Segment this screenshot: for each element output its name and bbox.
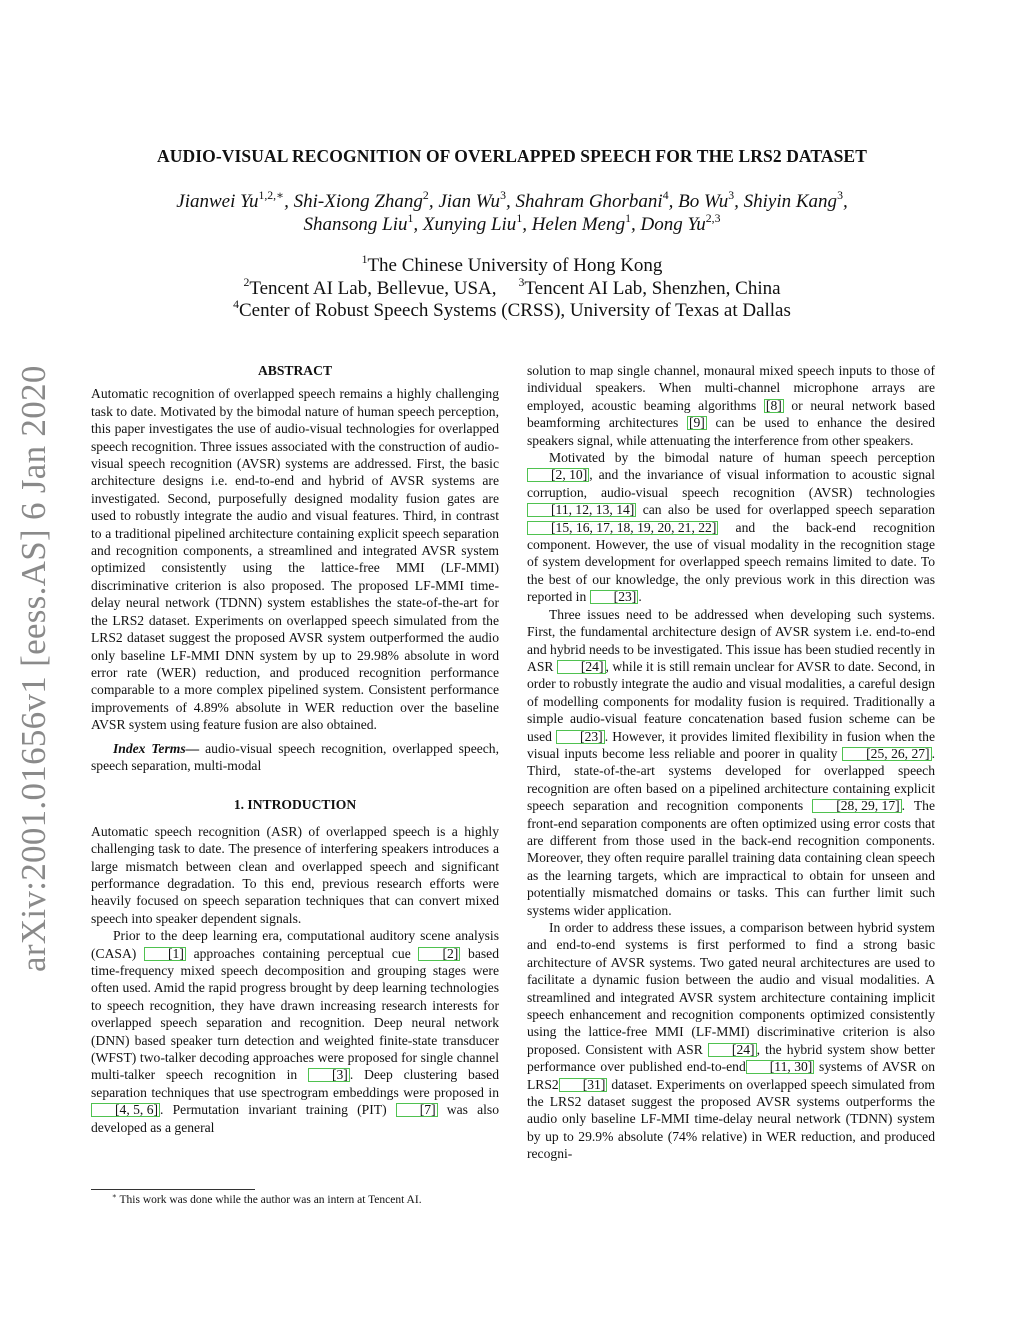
abstract-text: Automatic recognition of overlapped speech remains a highly challenging task to date. Motivated by the bimodal nature of human speech perception, this paper investigates the use of audio-visual technologies for overlapped speech recognition. Three issues associated with the construction of audio-visual speech recognition (AVSR) systems are addressed. First, the basic architecture designs i.e. end-to-end and hybrid of AVSR systems are investigated. Second, purposefully designed modality fusion gates are used to robustly integrate the audio and visual features. Third, in contrast to a traditional pipelined architecture containing explicit speech separation and recognition components, a streamlined and integrated AVSR system optimized consistently using the lattice-free MMI (LF-MMI) discriminative criterion is also proposed. The proposed LF-MMI time-delay neural network (TDNN) system establishes the state-of-the-art for the LRS2 dataset. Experiments on overlapped speech simulated from the LRS2 dataset suggest the proposed AVSR system outperformed the audio only baseline LF-MMI DNN system by up to 29.98% absolute in word error rate (WER) reduction, and produced recognition performance comparable to a more complex pipelined system. Consistent performance improvements of 4.89% absolute in WER reduction over the baseline AVSR system using feature fusion are also obtained. bbox=[91, 386, 499, 733]
affiliation-1: $^1$The Chinese University of Hong Kong bbox=[361, 252, 663, 276]
author-affil-sup: 4 bbox=[662, 188, 669, 202]
author-name: Dong Yu bbox=[640, 214, 706, 235]
right-paragraph-1: solution to map single channel, monaural mixed speech inputs to those of individual speakers. When multi-channel microphone arrays are employed, acoustic beaming algorithms [8] or neural network based beamforming architectures [9] can be used to enhance the desired speakers signal, while attenuating the interference from other speakers. bbox=[527, 363, 935, 448]
author-affil-sup: 2 bbox=[422, 188, 429, 202]
citation-link[interactable]: [2] bbox=[418, 947, 460, 961]
author-affil-sup: 1 bbox=[625, 211, 631, 225]
right-paragraph-3: Three issues need to be addressed when developing such systems. First, the fundamental architecture design of AVSR system i.e. end-to-end and hybrid needs to be investigated. This issue has been studied recently in ASR [24] , while it is still remain unclear for AVSR to date. Second, in order to robustly integrate the audio and visual modalities, a careful design of modelling components for modality fusion is required. Traditionally a simple audio-visual feature concatenation based fusion scheme can be used [23] . However, it provides limited flexibility in fusion when the visual inputs become less reliable and poorer in quality [25, 26, 27] . Third, state-of-the-art systems developed for overlapped speech recognition are often based on a pipelined architecture containing explicit speech separation and recognition components [28, 29, 17] . The front-end separation components are often optimized using error costs that are different from those used in the back-end recognition components. Moreover, they often require parallel training data containing clean speech as the learning targets, which are impractical to obtain for unseen and potentially mismatched domains or tasks. This can further limit such systems wider application. bbox=[527, 606, 935, 918]
intro-paragraph-2: Prior to the deep learning era, computational auditory scene analysis (CASA) [1] approaches containing perceptual cue [2] based time-frequency mixed speech decomposition and grouping stages were often used. Amid the rapid progress brought by deep learning technologies to speech recognition, they have drawn increasing research interests for overlapped speech separation and recognition. Deep neural network (DNN) based speaker turn detection and weighted finite-state transducer (WFST) two-talker decoding approaches were proposed for single channel multi-talker speech recognition in [3] . Deep clustering based separation techniques that use spectrogram embeddings were proposed in [4, 5, 6] . Permutation invariant training (PIT) [7] was also developed as a general bbox=[91, 928, 499, 1135]
affiliation-list bbox=[0, 252, 1024, 323]
affiliation-2-3: $^2$Tencent AI Lab, Bellevue, USA, $^3$Tencent AI Lab, Shenzhen, China bbox=[243, 275, 781, 299]
intro-paragraph-1: Automatic speech recognition (ASR) of overlapped speech is a highly challenging task to date. The presence of interfering speakers introduces a large mismatch between clean and overlapped speech and significant performance degradation. To this end, previous research efforts were heavily focused on speech separation techniques that can convert mixed speech into speaker dependent signals. bbox=[91, 823, 499, 926]
footnote-rule bbox=[91, 1189, 255, 1190]
author-name: Helen Meng bbox=[531, 214, 626, 235]
citation-link[interactable]: [8] bbox=[765, 397, 782, 413]
affiliation-4: $^4$Center of Robust Speech Systems (CRSS), University of Texas at Dallas bbox=[233, 297, 791, 321]
author-affil-sup: 1 bbox=[407, 211, 414, 225]
author-affil-sup: 3 bbox=[500, 188, 506, 202]
author-name: Jian Wu bbox=[438, 191, 501, 212]
author-affil-sup: 3 bbox=[837, 188, 843, 202]
citation-link[interactable]: [24] bbox=[708, 1043, 757, 1057]
citation-link[interactable]: [9] bbox=[688, 415, 705, 431]
citation-link[interactable]: [1] bbox=[144, 947, 186, 961]
citation-link[interactable]: [28, 29, 17] bbox=[812, 799, 901, 813]
author-name: Bo Wu bbox=[678, 191, 729, 212]
author-list bbox=[0, 190, 1024, 236]
abstract-heading: ABSTRACT bbox=[257, 363, 333, 378]
citation-link[interactable]: [23] bbox=[556, 730, 605, 744]
author-name: Shansong Liu bbox=[303, 214, 408, 235]
citation-link[interactable]: [31] bbox=[559, 1078, 608, 1092]
author-name: Xunying Liu bbox=[422, 214, 517, 235]
paper-title: AUDIO-VISUAL RECOGNITION OF OVERLAPPED SPEECH FOR THE LRS2 DATASET bbox=[157, 146, 867, 166]
footnote: ∗ This work was done while the author was an intern at Tencent AI. bbox=[112, 1192, 422, 1206]
citation-link[interactable]: [3] bbox=[308, 1068, 350, 1082]
arxiv-identifier: arXiv:2001.01656v1 [eess.AS] 6 Jan 2020 bbox=[14, 365, 53, 972]
citation-link[interactable]: [23] bbox=[590, 590, 639, 604]
citation-link[interactable]: [2, 10] bbox=[527, 468, 589, 482]
author-name: Jianwei Yu bbox=[176, 191, 259, 212]
right-column bbox=[527, 362, 935, 1163]
author-line-1: Jianwei $Yu^{1,2,∗}$, Shi-Xiong Zhang$^2$, Jian Wu$^3$, Shahram Ghorbani$^4$, Bo Wu$^3$, Shiyin Kang$^3$, bbox=[176, 188, 848, 212]
right-paragraph-2: Motivated by the bimodal nature of human speech perception [2, 10] , and the invariance of visual information to acoustic signal corruption, audio-visual speech recognition (AVSR) technologies [11, 12, 13, 14] can also be used for overlapped speech separation [15, 16, 17, 18, 19, 20, 21, 22] and the back-end recognition component. However, the use of visual modality in the recognition stage of system development for overlapped speech remains limited to date. To the best of our knowledge, the only previous work in this direction was reported in [23] . bbox=[527, 450, 935, 605]
introduction-heading: 1. INTRODUCTION bbox=[233, 797, 357, 813]
citation-link[interactable]: [11, 30] bbox=[746, 1060, 815, 1074]
index-terms-label: Index Terms— bbox=[113, 740, 200, 756]
citation-link[interactable]: [15, 16, 17, 18, 19, 20, 21, 22] bbox=[527, 521, 718, 535]
citation-link[interactable]: [25, 26, 27] bbox=[842, 747, 931, 761]
citation-link[interactable]: [7] bbox=[396, 1103, 438, 1117]
author-line-2: Shansong Liu$^1$, Xunying Liu$^1$, Helen Meng$^1$, Dong Yu$^{2,3}$ bbox=[303, 211, 721, 235]
author-name: Shi-Xiong Zhang bbox=[293, 191, 423, 212]
index-terms: Index Terms— audio-visual speech recognition, overlapped speech, speech separation, multi-modal bbox=[91, 740, 499, 773]
author-affil-sup: 1 bbox=[516, 211, 523, 225]
author-affil-sup: 2,3 bbox=[705, 211, 721, 225]
author-name: Shahram Ghorbani bbox=[515, 191, 663, 212]
citation-link[interactable]: [24] bbox=[557, 660, 606, 674]
author-name: Shiyin Kang bbox=[743, 191, 838, 212]
right-paragraph-4: In order to address these issues, a comparison between hybrid system and end-to-end systems is first performed to find a strong basic architecture of AVSR systems. Two gated neural architectures are used to facilitate a dynamic fusion between the audio and visual modalities. A streamlined and integrated AVSR system architecture containing implicit speech enhancement and recognition components optimized consistently using the lattice-free MMI (LF-MMI) discriminative criterion is also proposed. Consistent with ASR [24] , the hybrid system show better performance over published end-to-end [11, 30] systems of AVSR on LRS2 [31] dataset. Experiments on overlapped speech simulated from the LRS2 dataset suggest the proposed AVSR systems outperforms the audio only baseline LF-MMI time-delay neural network (TDNN) system by up to 29.9% absolute (74% relative) in WER reduction, and produced recogni- bbox=[527, 920, 935, 1162]
author-affil-sup: 1,2,∗ bbox=[258, 188, 285, 202]
citation-link[interactable]: [11, 12, 13, 14] bbox=[527, 503, 636, 517]
left-column bbox=[91, 362, 499, 1136]
author-affil-sup: 3 bbox=[728, 188, 735, 202]
citation-link[interactable]: [4, 5, 6] bbox=[91, 1103, 160, 1117]
